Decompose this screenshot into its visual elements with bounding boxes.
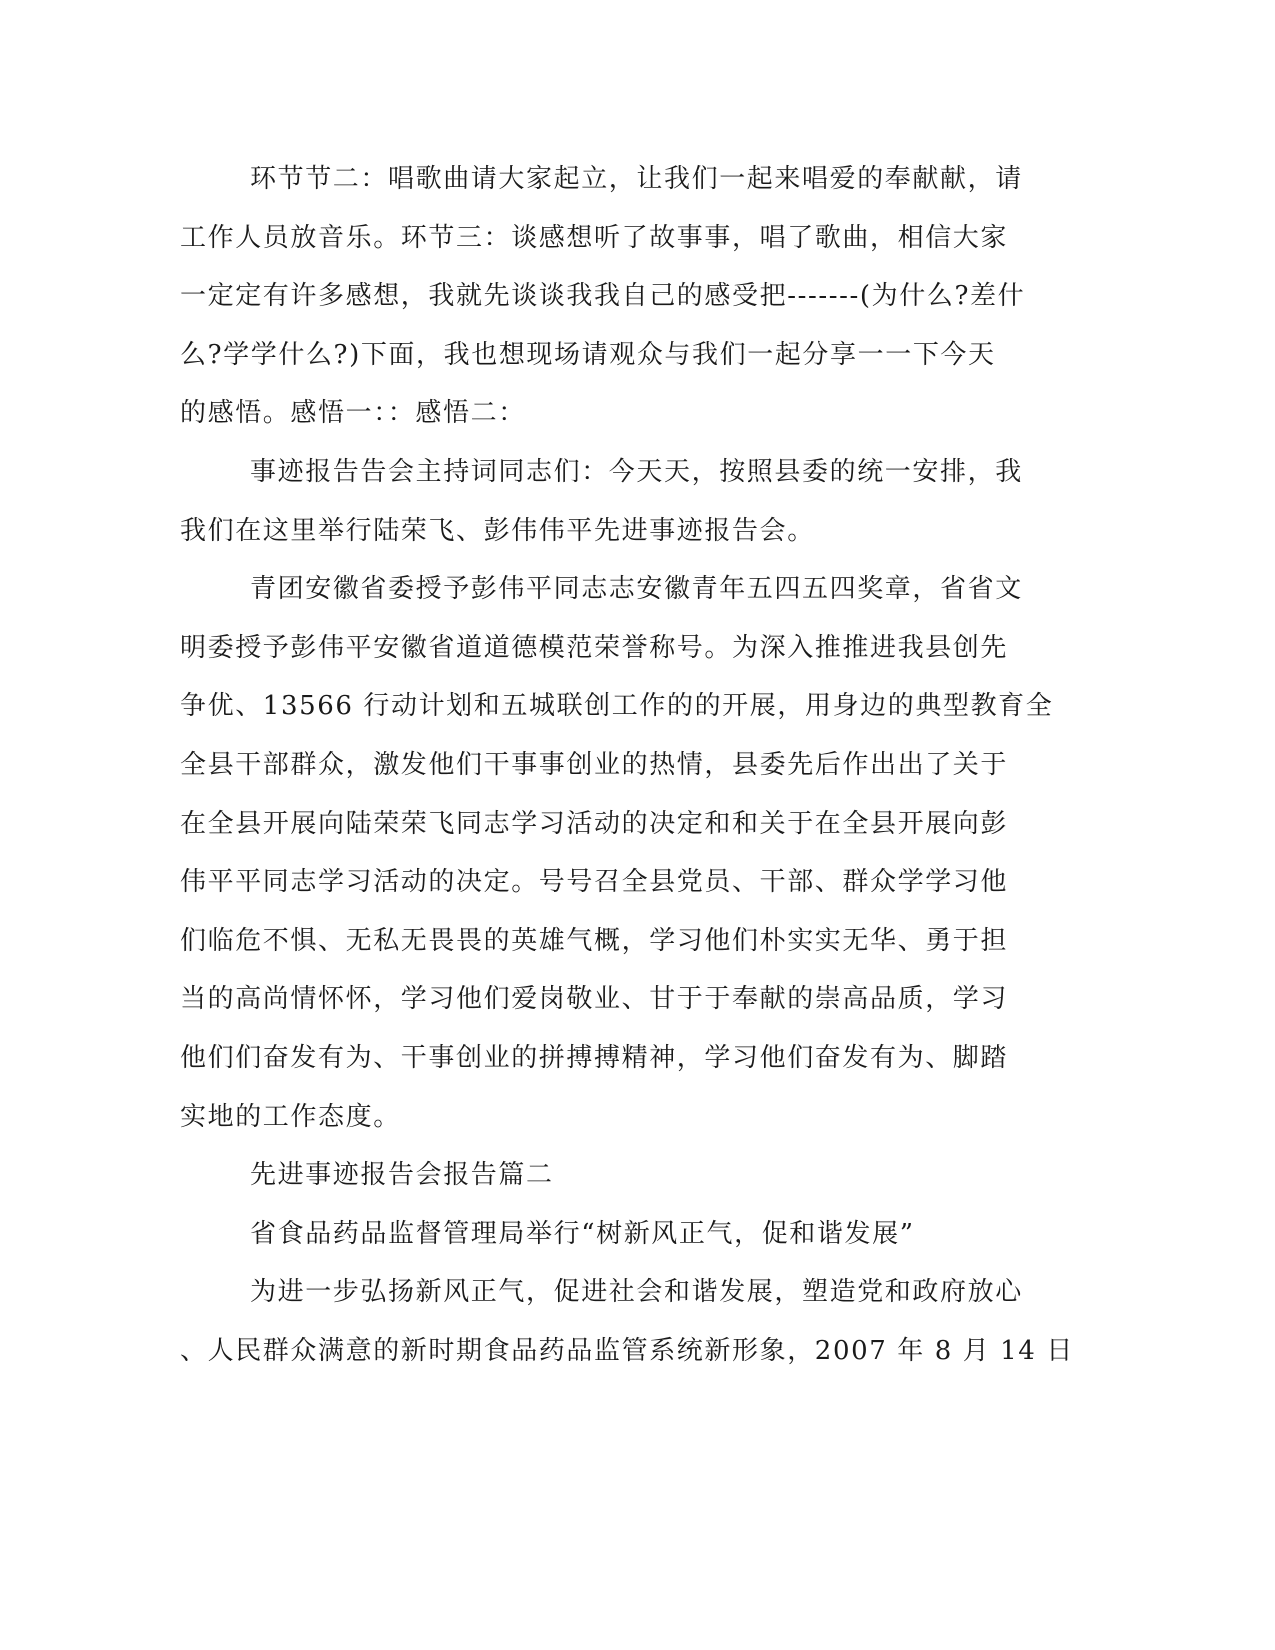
text-line: 环节节二：唱歌曲请大家起立，让我们一起来唱爱的奉献献，请 [250,164,1023,194]
text-line: 工作人员放音乐。环节三：谈感想听了故事事，唱了歌曲，相信大家 [180,222,1009,253]
text-line: 当的高尚情怀怀，学习他们爱岗敬业、甘于于奉献的崇高品质，学习 [180,984,1009,1015]
text-line: 们临危不惧、无私无畏畏的英雄气概，学习他们朴实实无华、勇于担 [180,925,1009,956]
text-line: 全县干部群众，激发他们干事事创业的热情，县委先后作出出了关于 [180,749,1009,780]
section-heading: 先进事迹报告会报告篇二 [250,1160,554,1191]
text-line: 在全县开展向陆荣荣飞同志学习活动的决定和和关于在全县开展向彭 [180,808,1009,839]
text-line: 省食品药品监督管理局举行“树新风正气，促和谐发展” [250,1218,915,1249]
text-line: 青团安徽省委授予彭伟平同志志安徽青年五四五四奖章，省省文 [250,574,1023,605]
text-line: 、人民群众满意的新时期食品药品监管系统新形象，2007 年 8 月 14 日 [180,1335,1074,1366]
text-line: 事迹报告告会主持词同志们：今天天，按照县委的统一安排，我 [250,456,1023,487]
text-line: 么?学学什么?)下面，我也想现场请观众与我们一起分享一一下今天 [180,339,996,370]
text-line: 为进一步弘扬新风正气，促进社会和谐发展，塑造党和政府放心 [250,1277,1023,1308]
text-line: 明委授予彭伟平安徽省道道德模范荣誉称号。为深入推推进我县创先 [180,632,1009,663]
text-line: 我们在这里举行陆荣飞、彭伟伟平先进事迹报告会。 [180,515,815,546]
text-line: 实地的工作态度。 [180,1101,401,1132]
text-line: 争优、13566 行动计划和五城联创工作的的开展，用身边的典型教育全 [180,691,1054,722]
document-body [180,150,1074,1380]
text-line: 他们们奋发有为、干事创业的拼搏搏精神，学习他们奋发有为、脚踏 [180,1042,1009,1073]
text-line: 的感悟。感悟一：：感悟二： [180,398,526,429]
text-line: 伟平平同志学习活动的决定。号号召全县党员、干部、群众学学习他 [180,867,1009,898]
text-line: 一定定有许多感想，我就先谈谈我我自己的感受把-------(为什么?差什 [180,281,1026,312]
